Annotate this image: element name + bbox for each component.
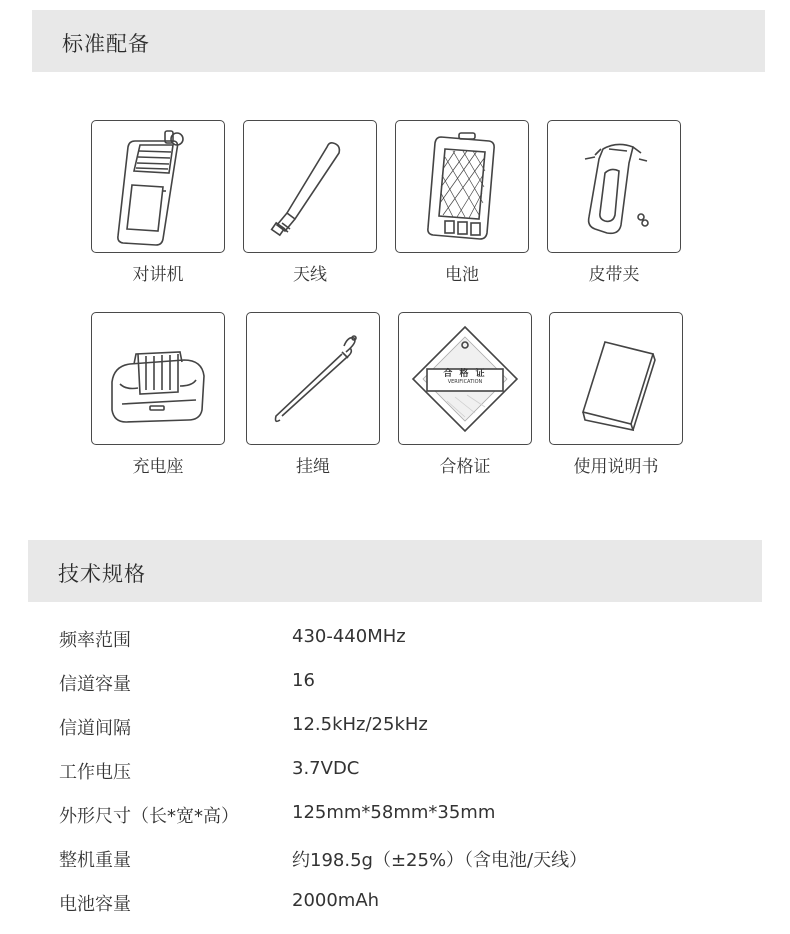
section-title: 技术规格	[58, 562, 146, 586]
battery-icon	[395, 120, 529, 253]
spec-row	[59, 846, 759, 876]
accessory-label: 合格证	[439, 457, 491, 477]
accessory-item	[398, 312, 532, 477]
manual-icon	[549, 312, 683, 445]
spec-key: 外形尺寸（长*宽*高）	[59, 806, 239, 827]
spec-row	[59, 626, 759, 656]
accessory-label: 使用说明书	[573, 457, 659, 477]
spec-key: 频率范围	[59, 630, 131, 651]
accessory-label: 对讲机	[132, 265, 184, 285]
charging-base-icon	[91, 312, 225, 445]
accessory-label: 皮带夹	[588, 265, 640, 285]
spec-value: 2000mAh	[292, 890, 380, 911]
accessory-label: 挂绳	[296, 457, 330, 477]
section-title: 标准配备	[62, 32, 150, 56]
spec-value: 430-440MHz	[292, 626, 406, 647]
accessory-item	[547, 120, 681, 285]
specs-section-header	[28, 540, 762, 602]
spec-row	[59, 714, 759, 744]
spec-key: 电池容量	[59, 894, 131, 915]
spec-value: 约198.5g（±25%）（含电池/天线）	[292, 850, 588, 871]
spec-row	[59, 802, 759, 832]
spec-value: 12.5kHz/25kHz	[292, 714, 428, 735]
spec-value: 16	[292, 670, 315, 691]
spec-key: 整机重量	[59, 850, 131, 871]
accessory-item	[395, 120, 529, 285]
antenna-icon	[243, 120, 377, 253]
belt-clip-icon	[547, 120, 681, 253]
spec-row	[59, 890, 759, 920]
certificate-icon	[398, 312, 532, 445]
spec-key: 信道间隔	[59, 718, 131, 739]
accessory-item	[549, 312, 683, 477]
certificate-badge-text: 合 格 证	[443, 369, 487, 379]
accessory-item	[243, 120, 377, 285]
certificate-badge-subtext: VERIFICATION	[447, 379, 483, 385]
accessory-item	[91, 312, 225, 477]
lanyard-icon	[246, 312, 380, 445]
accessory-item	[91, 120, 225, 285]
spec-value: 3.7VDC	[292, 758, 360, 779]
spec-key: 信道容量	[59, 674, 131, 695]
accessory-label: 天线	[293, 265, 327, 285]
accessory-label: 电池	[445, 265, 479, 285]
spec-row	[59, 758, 759, 788]
walkie-talkie-icon	[91, 120, 225, 253]
spec-key: 工作电压	[59, 762, 131, 783]
accessories-section-header	[32, 10, 765, 72]
accessory-label: 充电座	[132, 457, 184, 477]
spec-value: 125mm*58mm*35mm	[292, 802, 496, 823]
spec-row	[59, 670, 759, 700]
accessory-item	[246, 312, 380, 477]
